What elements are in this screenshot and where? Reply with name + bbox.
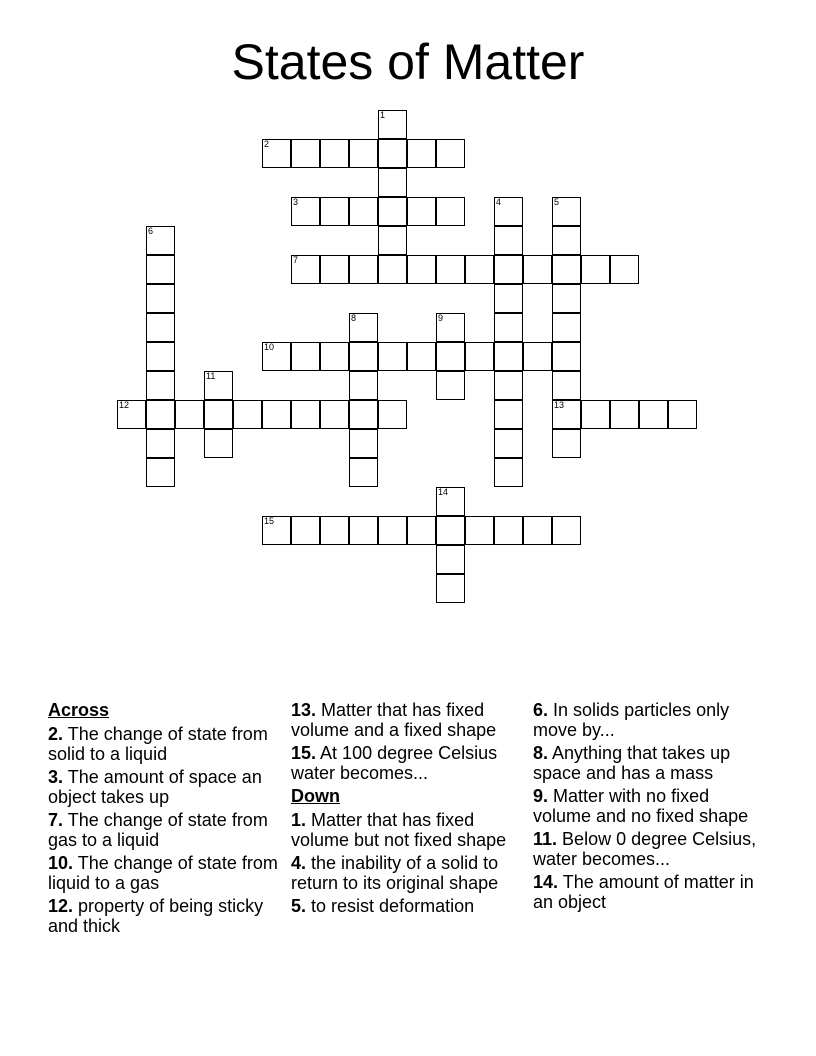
grid-cell[interactable] — [494, 458, 523, 487]
grid-cell[interactable] — [291, 139, 320, 168]
grid-cell[interactable] — [552, 342, 581, 371]
grid-cell[interactable] — [552, 516, 581, 545]
grid-cell[interactable] — [146, 400, 175, 429]
grid-cell[interactable] — [349, 429, 378, 458]
clues-column-3 — [533, 700, 769, 915]
cell-number: 14 — [438, 487, 449, 497]
clues-column-2 — [291, 700, 527, 919]
grid-cell[interactable] — [349, 458, 378, 487]
grid-cell[interactable] — [146, 226, 175, 255]
clue-text: The change of state from gas to a liquid — [48, 810, 268, 850]
grid-cell[interactable] — [291, 255, 320, 284]
grid-cell[interactable] — [552, 255, 581, 284]
clue-across-7 — [48, 810, 284, 850]
grid-cell[interactable] — [523, 255, 552, 284]
grid-cell[interactable] — [552, 400, 581, 429]
grid-cell[interactable] — [291, 197, 320, 226]
grid-cell[interactable] — [349, 400, 378, 429]
clue-number: 1. — [291, 810, 307, 830]
grid-cell[interactable] — [291, 516, 320, 545]
grid-cell[interactable] — [436, 313, 465, 342]
grid-cell[interactable] — [465, 342, 494, 371]
grid-cell[interactable] — [494, 342, 523, 371]
cell-number: 9 — [438, 313, 444, 323]
grid-cell[interactable] — [436, 342, 465, 371]
grid-cell[interactable] — [552, 313, 581, 342]
clue-text: At 100 degree Celsius water becomes... — [291, 743, 498, 783]
grid-cell[interactable] — [407, 139, 436, 168]
clue-number: 2. — [48, 724, 64, 744]
grid-cell[interactable] — [262, 516, 291, 545]
grid-cell[interactable] — [465, 516, 494, 545]
grid-cell[interactable] — [610, 255, 639, 284]
grid-cell[interactable] — [407, 255, 436, 284]
grid-cell[interactable] — [378, 110, 407, 139]
grid-cell[interactable] — [610, 400, 639, 429]
cell-number: 13 — [554, 400, 565, 410]
grid-cell[interactable] — [349, 197, 378, 226]
grid-cell[interactable] — [494, 313, 523, 342]
clue-down-11 — [533, 829, 769, 869]
cell-number: 12 — [119, 400, 130, 410]
clue-number: 12. — [48, 896, 74, 916]
grid-cell[interactable] — [552, 197, 581, 226]
grid-cell[interactable] — [552, 284, 581, 313]
clue-number: 11. — [533, 829, 558, 849]
clue-down-6 — [533, 700, 769, 740]
grid-cell[interactable] — [436, 255, 465, 284]
clue-down-5 — [291, 896, 527, 916]
grid-cell[interactable] — [552, 371, 581, 400]
grid-cell[interactable] — [262, 342, 291, 371]
grid-cell[interactable] — [378, 168, 407, 197]
grid-cell[interactable] — [204, 429, 233, 458]
clue-number: 9. — [533, 786, 549, 806]
clues-column-1 — [48, 700, 284, 939]
clue-text: Anything that takes up space and has a mass — [533, 743, 731, 783]
grid-cell[interactable] — [146, 458, 175, 487]
grid-cell[interactable] — [349, 516, 378, 545]
grid-cell[interactable] — [378, 400, 407, 429]
clue-number: 5. — [291, 896, 307, 916]
grid-cell[interactable] — [117, 400, 146, 429]
clue-across-12 — [48, 896, 284, 936]
clue-number: 14. — [533, 872, 559, 892]
clue-number: 6. — [533, 700, 549, 720]
clue-text: Matter with no fixed volume and no fixed shape — [533, 786, 749, 826]
cell-number: 4 — [496, 197, 502, 207]
clue-number: 8. — [533, 743, 549, 763]
grid-cell[interactable] — [262, 400, 291, 429]
grid-cell[interactable] — [320, 139, 349, 168]
cell-number: 6 — [148, 226, 154, 236]
grid-cell[interactable] — [494, 371, 523, 400]
grid-cell[interactable] — [378, 255, 407, 284]
grid-cell[interactable] — [407, 516, 436, 545]
grid-cell[interactable] — [291, 400, 320, 429]
grid-cell[interactable] — [349, 139, 378, 168]
clue-across-15 — [291, 743, 527, 783]
grid-cell[interactable] — [378, 226, 407, 255]
cell-number: 5 — [554, 197, 560, 207]
grid-cell[interactable] — [320, 400, 349, 429]
grid-cell[interactable] — [436, 574, 465, 603]
cell-number: 11 — [206, 371, 216, 381]
grid-cell[interactable] — [436, 197, 465, 226]
clue-across-13 — [291, 700, 527, 740]
grid-cell[interactable] — [552, 429, 581, 458]
grid-cell[interactable] — [349, 255, 378, 284]
grid-cell[interactable] — [146, 284, 175, 313]
grid-cell[interactable] — [494, 429, 523, 458]
clue-text: In solids particles only move by... — [533, 700, 730, 740]
grid-cell[interactable] — [378, 342, 407, 371]
grid-cell[interactable] — [436, 516, 465, 545]
grid-cell[interactable] — [639, 400, 668, 429]
clue-text: The amount of matter in an object — [533, 872, 754, 912]
cell-number: 15 — [264, 516, 275, 526]
clue-number: 3. — [48, 767, 64, 787]
grid-cell[interactable] — [146, 313, 175, 342]
grid-cell[interactable] — [378, 516, 407, 545]
grid-cell[interactable] — [146, 371, 175, 400]
cell-number: 3 — [293, 197, 299, 207]
grid-cell[interactable] — [146, 255, 175, 284]
grid-cell[interactable] — [146, 429, 175, 458]
clue-number: 10. — [48, 853, 74, 873]
clue-across-2 — [48, 724, 284, 764]
grid-cell[interactable] — [436, 487, 465, 516]
grid-cell[interactable] — [407, 197, 436, 226]
grid-cell[interactable] — [204, 371, 233, 400]
grid-cell[interactable] — [436, 139, 465, 168]
grid-cell[interactable] — [494, 284, 523, 313]
grid-cell[interactable] — [581, 400, 610, 429]
grid-cell[interactable] — [320, 516, 349, 545]
clue-number: 15. — [291, 743, 317, 763]
down-heading: Down — [291, 786, 340, 806]
clue-number: 4. — [291, 853, 307, 873]
clue-across-10 — [48, 853, 284, 893]
grid-cell[interactable] — [349, 371, 378, 400]
grid-cell[interactable] — [494, 197, 523, 226]
grid-cell[interactable] — [233, 400, 262, 429]
grid-cell[interactable] — [378, 197, 407, 226]
grid-cell[interactable] — [523, 342, 552, 371]
clue-number: 13. — [291, 700, 317, 720]
grid-cell[interactable] — [175, 400, 204, 429]
grid-cell[interactable] — [436, 371, 465, 400]
grid-cell[interactable] — [262, 139, 291, 168]
cell-number: 2 — [264, 139, 270, 149]
grid-cell[interactable] — [552, 226, 581, 255]
grid-cell[interactable] — [291, 342, 320, 371]
grid-cell[interactable] — [320, 342, 349, 371]
grid-cell[interactable] — [407, 342, 436, 371]
grid-cell[interactable] — [494, 226, 523, 255]
clue-text: Matter that has fixed volume and a fixed shape — [291, 700, 497, 740]
clue-text: property of being sticky and thick — [48, 896, 264, 936]
grid-cell[interactable] — [349, 342, 378, 371]
grid-cell[interactable] — [436, 545, 465, 574]
cell-number: 8 — [351, 313, 357, 323]
clue-down-8 — [533, 743, 769, 783]
clue-text: The amount of space an object takes up — [48, 767, 262, 807]
cell-number: 7 — [293, 255, 299, 265]
grid-cell[interactable] — [668, 400, 697, 429]
clue-text: The change of state from liquid to a gas — [48, 853, 278, 893]
clue-across-3 — [48, 767, 284, 807]
grid-cell[interactable] — [523, 516, 552, 545]
cell-number: 10 — [264, 342, 275, 352]
grid-cell[interactable] — [494, 255, 523, 284]
cell-number: 1 — [380, 110, 386, 120]
grid-cell[interactable] — [204, 400, 233, 429]
page-title: States of Matter — [231, 34, 585, 90]
grid-cell[interactable] — [320, 197, 349, 226]
clue-text: Matter that has fixed volume but not fixed shape — [291, 810, 507, 850]
grid-cell[interactable] — [349, 313, 378, 342]
clue-down-9 — [533, 786, 769, 826]
clue-down-14 — [533, 872, 769, 912]
clue-text: the inability of a solid to return to its original shape — [291, 853, 499, 893]
clue-text: to resist deformation — [311, 896, 475, 916]
clue-number: 7. — [48, 810, 64, 830]
clue-down-1 — [291, 810, 527, 850]
grid-cell[interactable] — [465, 255, 494, 284]
grid-cell[interactable] — [378, 139, 407, 168]
grid-cell[interactable] — [320, 255, 349, 284]
grid-cell[interactable] — [494, 516, 523, 545]
grid-cell[interactable] — [146, 342, 175, 371]
grid-cell[interactable] — [494, 400, 523, 429]
grid-cell[interactable] — [581, 255, 610, 284]
across-heading: Across — [48, 700, 110, 720]
clue-text: Below 0 degree Celsius, water becomes... — [533, 829, 757, 869]
clue-text: The change of state from solid to a liquid — [48, 724, 268, 764]
clue-down-4 — [291, 853, 527, 893]
